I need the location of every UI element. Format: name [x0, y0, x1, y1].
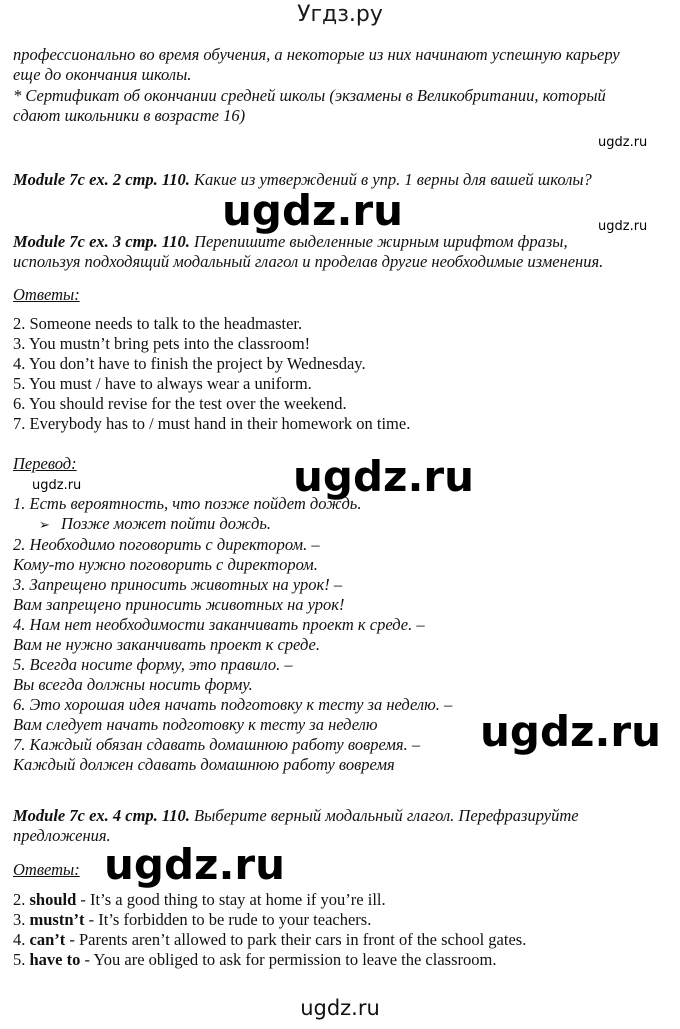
ex3-heading	[13, 232, 568, 252]
ex3-answer: 4. You don’t have to finish the project by Wednesday.	[13, 354, 366, 373]
ex4-answer-text: - You are obliged to ask for permission to leave the classroom.	[80, 950, 497, 969]
ex4-answer-text: - Parents aren’t allowed to park their cars in front of the school gates.	[65, 930, 527, 949]
ex3-task-2: используя подходящий модальный глагол и проделав другие необходимые изменения.	[13, 252, 604, 271]
ex4-answer-modal: have to	[29, 950, 81, 969]
ex4-answer-text: - It’s a good thing to stay at home if you’re ill.	[76, 890, 386, 909]
translation-line: Позже может пойти дождь.	[61, 514, 271, 533]
ex2-task: Какие из утверждений в упр. 1 верны для вашей школы?	[189, 170, 592, 189]
watermark-footer: ugdz.ru	[300, 996, 380, 1020]
translation-line: 5. Всегда носите форму, это правило. –	[13, 655, 293, 674]
ex4-answer	[13, 930, 526, 950]
watermark-big: ugdz.ru	[222, 186, 404, 235]
ex4-task-2: предложения.	[13, 826, 111, 845]
ex4-answer-number: 3.	[13, 910, 30, 929]
ex4-answer-modal: can’t	[29, 930, 66, 949]
watermark-small: ugdz.ru	[598, 219, 648, 234]
translation-line: Вам запрещено приносить животных на урок!	[13, 595, 345, 614]
translation-line: Вы всегда должны носить форму.	[13, 675, 253, 694]
ex4-answers-label: Ответы:	[13, 860, 80, 879]
translation-line: Каждый должен сдавать домашнюю работу вовремя	[13, 755, 395, 774]
translation-line: 7. Каждый обязан сдавать домашнюю работу вовремя. –	[13, 735, 421, 754]
ex4-heading	[13, 806, 579, 826]
intro-line-1: профессионально во время обучения, а некоторые из них начинают успешную карьеру	[13, 45, 620, 64]
ex4-answer-text: - It’s forbidden to be rude to your teachers.	[84, 910, 372, 929]
translation-line: 2. Необходимо поговорить с директором. –	[13, 535, 320, 554]
translation-line: Вам следует начать подготовку к тесту за неделю	[13, 715, 378, 734]
translation-line: Кому-то нужно поговорить с директором.	[13, 555, 318, 574]
translation-line: 4. Нам нет необходимости заканчивать проект к среде. –	[13, 615, 425, 634]
translation-line: Вам не нужно заканчивать проект к среде.	[13, 635, 320, 654]
footnote-line-2: сдают школьники в возрасте 16)	[13, 106, 246, 125]
ex3-task-1: Перепишите выделенные жирным шрифтом фразы,	[189, 232, 568, 251]
ex3-ref: Module 7c ex. 3 стр. 110.	[13, 232, 190, 251]
site-title: Угдз.ру	[297, 2, 383, 27]
ex4-ref: Module 7c ex. 4 стр. 110.	[13, 806, 190, 825]
ex4-answer	[13, 890, 386, 910]
ex3-translation-label: Перевод:	[13, 454, 77, 473]
watermark-big: ugdz.ru	[104, 840, 286, 889]
ex3-answer: 5. You must / have to always wear a uniform.	[13, 374, 312, 393]
ex3-answer: 3. You mustn’t bring pets into the classroom!	[13, 334, 311, 353]
translation-line: 6. Это хорошая идея начать подготовку к тесту за неделю. –	[13, 695, 453, 714]
ex4-answer-modal: should	[29, 890, 77, 909]
ex4-task-1: Выберите верный модальный глагол. Перефразируйте	[189, 806, 579, 825]
ex3-answers-label: Ответы:	[13, 285, 80, 304]
ex2-ref: Module 7c ex. 2 стр. 110.	[13, 170, 190, 189]
ex3-answer: 6. You should revise for the test over the weekend.	[13, 394, 347, 413]
ex4-answer	[13, 950, 496, 970]
ex4-answer-number: 4.	[13, 930, 30, 949]
footnote-line-1: * Сертификат об окончании средней школы (экзамены в Великобритании, который	[13, 86, 606, 105]
ex4-answer	[13, 910, 371, 930]
arrow-bullet-icon: ➢	[39, 517, 50, 532]
translation-line: 3. Запрещено приносить животных на урок! –	[13, 575, 343, 594]
ex4-answer-number: 2.	[13, 890, 30, 909]
ex4-answer-modal: mustn’t	[29, 910, 85, 929]
intro-line-2: еще до окончания школы.	[13, 65, 192, 84]
translation-line: 1. Есть вероятность, что позже пойдет дождь.	[13, 494, 362, 513]
translation-bullet-line	[39, 514, 271, 535]
ex4-answer-number: 5.	[13, 950, 30, 969]
ex3-answer: 7. Everybody has to / must hand in their homework on time.	[13, 414, 411, 433]
watermark-small: ugdz.ru	[598, 135, 648, 150]
watermark-big: ugdz.ru	[480, 707, 662, 756]
ex3-answer: 2. Someone needs to talk to the headmaster.	[13, 314, 303, 333]
watermark-small: ugdz.ru	[32, 478, 82, 493]
watermark-big: ugdz.ru	[293, 452, 475, 501]
